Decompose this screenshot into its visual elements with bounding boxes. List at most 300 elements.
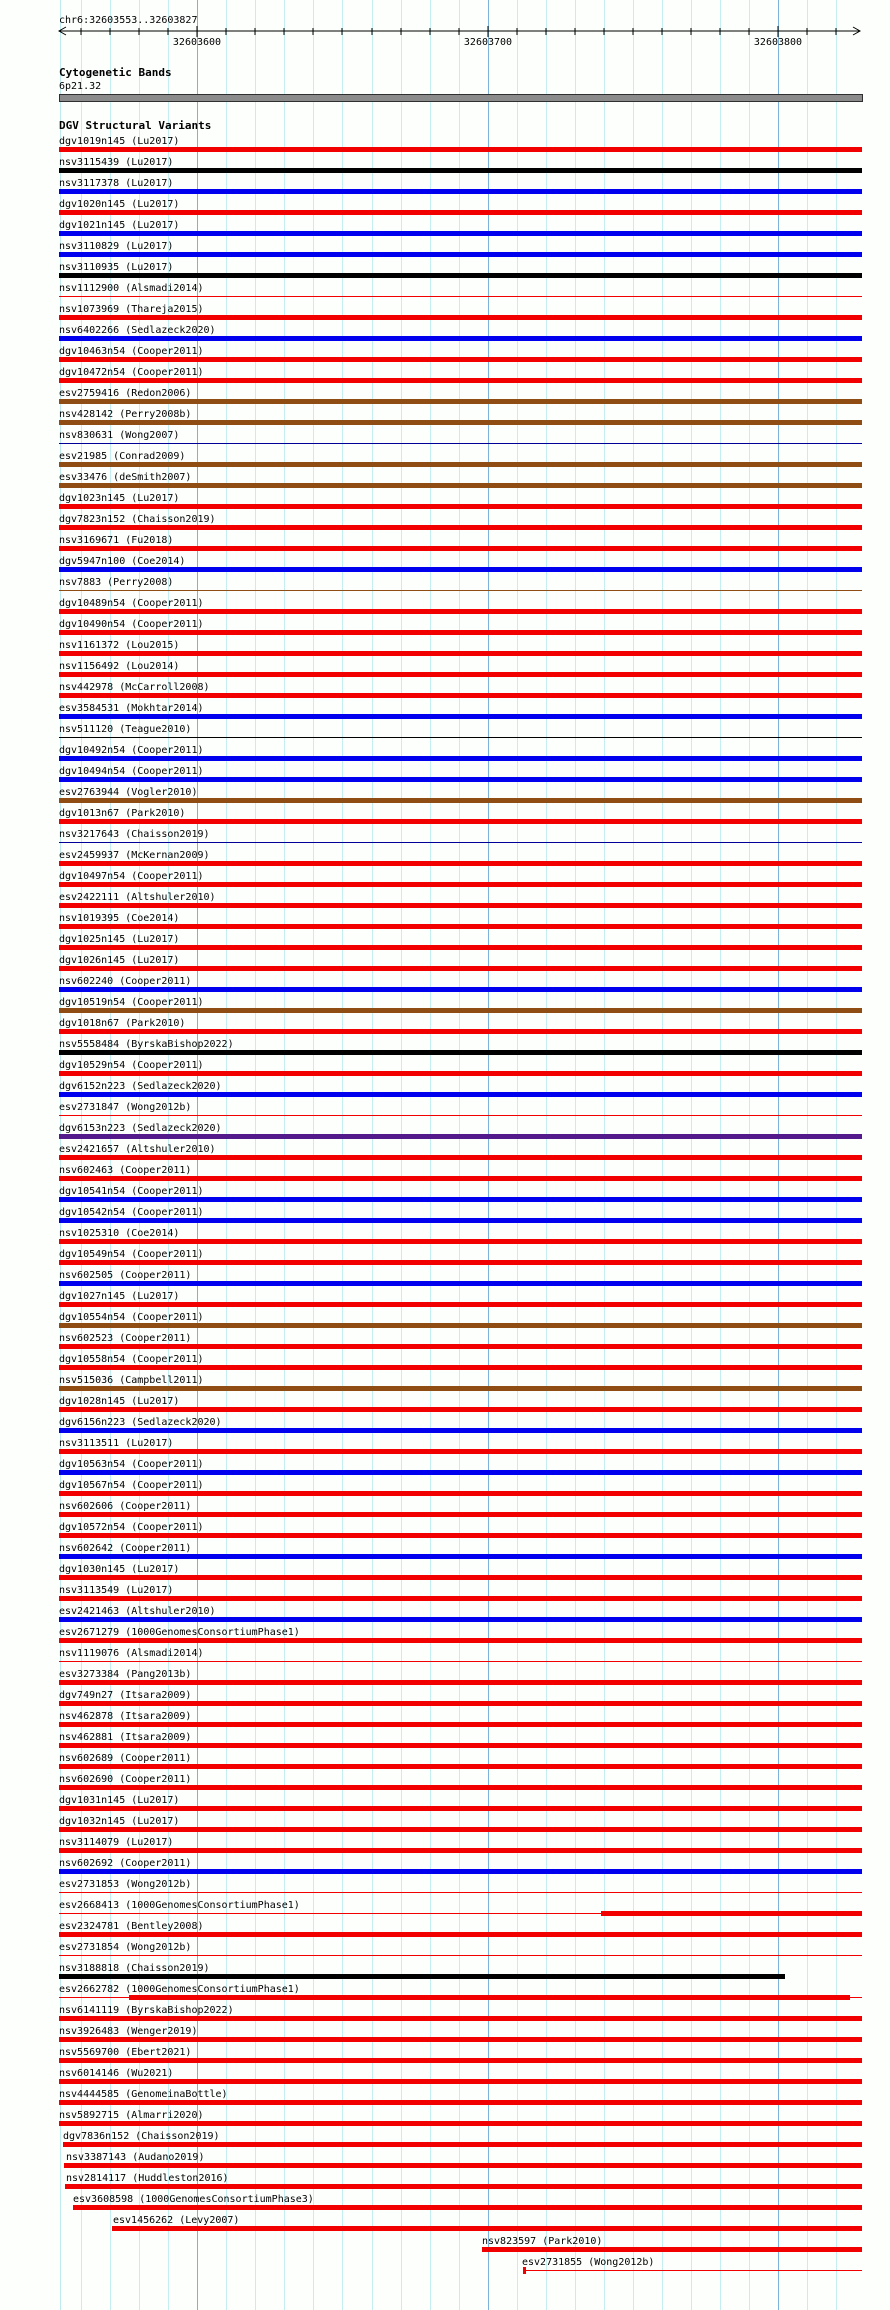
variant-row[interactable] [0,892,890,913]
variant-row[interactable] [0,220,890,241]
variant-row[interactable] [0,1858,890,1879]
variant-bar[interactable] [59,2079,862,2084]
variant-row[interactable] [0,1018,890,1039]
variant-label[interactable]: nsv3926483 (Wenger2019) [59,2026,198,2037]
variant-bar[interactable] [59,1848,862,1853]
variant-bar[interactable] [59,1596,862,1601]
variant-bar[interactable] [65,2184,862,2189]
variant-bar[interactable] [59,1827,862,1832]
variant-row[interactable] [0,1606,890,1627]
variant-label[interactable]: esv3584531 (Mokhtar2014) [59,703,204,714]
variant-row[interactable] [0,2236,890,2257]
variant-row[interactable] [0,241,890,262]
variant-label[interactable]: dgv10492n54 (Cooper2011) [59,745,204,756]
variant-label[interactable]: nsv3114079 (Lu2017) [59,1837,174,1848]
variant-row[interactable] [0,955,890,976]
variant-bar[interactable] [59,1260,862,1265]
variant-bar[interactable] [59,882,862,887]
variant-label[interactable]: nsv5892715 (Almarri2020) [59,2110,204,2121]
variant-bar[interactable] [59,2058,862,2063]
variant-label[interactable]: dgv10563n54 (Cooper2011) [59,1459,204,1470]
variant-bar[interactable] [59,273,862,278]
variant-bar[interactable] [59,1218,862,1223]
variant-label[interactable]: esv2459937 (McKernan2009) [59,850,210,861]
variant-label[interactable]: nsv3117378 (Lu2017) [59,178,174,189]
variant-bar[interactable] [59,1892,862,1893]
variant-label[interactable]: dgv10572n54 (Cooper2011) [59,1522,204,1533]
variant-bar[interactable] [59,609,862,614]
variant-bar[interactable] [59,1281,862,1286]
variant-label[interactable]: nsv1019395 (Coe2014) [59,913,180,924]
variant-bar[interactable] [59,2121,862,2126]
variant-row[interactable] [0,1732,890,1753]
variant-row[interactable] [0,1963,890,1984]
variant-label[interactable]: dgv10549n54 (Cooper2011) [59,1249,204,1260]
variant-label[interactable]: esv2671279 (1000GenomesConsortiumPhase1) [59,1627,300,1638]
variant-row[interactable] [0,1984,890,2005]
variant-bar[interactable] [59,1617,862,1622]
variant-row[interactable] [0,1060,890,1081]
variant-bar[interactable] [59,924,862,929]
variant-row[interactable] [0,598,890,619]
variant-row[interactable] [0,409,890,430]
variant-label[interactable]: dgv1020n145 (Lu2017) [59,199,180,210]
variant-label[interactable]: dgv1031n145 (Lu2017) [59,1795,180,1806]
variant-row[interactable] [0,1564,890,1585]
variant-bar[interactable] [59,2037,862,2042]
variant-bar[interactable] [59,2100,862,2105]
variant-bar[interactable] [59,1302,862,1307]
variant-bar[interactable] [59,1071,862,1076]
variant-label[interactable]: nsv823597 (Park2010) [482,2236,603,2247]
variant-bar[interactable] [59,1722,862,1727]
variant-row[interactable] [0,178,890,199]
variant-bar[interactable] [59,1239,862,1244]
variant-label[interactable]: esv2759416 (Redon2006) [59,388,192,399]
variant-row[interactable] [0,1816,890,1837]
variant-bar[interactable] [59,1344,862,1349]
variant-bar[interactable] [59,1008,862,1013]
variant-row[interactable] [0,913,890,934]
variant-bar[interactable] [59,1365,862,1370]
variant-bar[interactable] [59,296,862,297]
variant-row[interactable] [0,1774,890,1795]
variant-row[interactable] [0,850,890,871]
variant-row[interactable] [0,2068,890,2089]
variant-row[interactable] [0,556,890,577]
variant-row[interactable] [0,1249,890,1270]
variant-label[interactable]: dgv1019n145 (Lu2017) [59,136,180,147]
variant-label[interactable]: nsv602463 (Cooper2011) [59,1165,192,1176]
variant-bar[interactable] [59,819,862,824]
variant-row[interactable] [0,1921,890,1942]
variant-bar[interactable] [59,590,862,591]
variant-row[interactable] [0,976,890,997]
variant-row[interactable] [0,1900,890,1921]
variant-label[interactable]: dgv1013n67 (Park2010) [59,808,186,819]
variant-row[interactable] [0,766,890,787]
variant-bar[interactable] [59,315,862,320]
variant-label[interactable]: esv2668413 (1000GenomesConsortiumPhase1) [59,1900,300,1911]
variant-row[interactable] [0,472,890,493]
variant-label[interactable]: nsv1161372 (Lou2015) [59,640,180,651]
variant-label[interactable]: nsv602690 (Cooper2011) [59,1774,192,1785]
variant-row[interactable] [0,388,890,409]
variant-row[interactable] [0,997,890,1018]
variant-bar[interactable] [59,168,862,173]
variant-bar[interactable] [59,378,862,383]
variant-bar[interactable] [59,1407,862,1412]
variant-label[interactable]: nsv511120 (Teague2010) [59,724,192,735]
variant-row[interactable] [0,1375,890,1396]
variant-label[interactable]: nsv462878 (Itsara2009) [59,1711,192,1722]
variant-label[interactable]: dgv10554n54 (Cooper2011) [59,1312,204,1323]
variant-label[interactable]: nsv602606 (Cooper2011) [59,1501,192,1512]
variant-row[interactable] [0,2026,890,2047]
variant-row[interactable] [0,304,890,325]
variant-bar[interactable] [59,1638,862,1643]
variant-bar[interactable] [59,252,862,257]
variant-label[interactable]: dgv10489n54 (Cooper2011) [59,598,204,609]
variant-label[interactable]: nsv4444585 (GenomeinaBottle) [59,2089,228,2100]
variant-row[interactable] [0,199,890,220]
variant-bar[interactable] [59,1428,862,1433]
variant-bar[interactable] [59,546,862,551]
variant-bar[interactable] [59,1575,862,1580]
variant-label[interactable]: dgv1026n145 (Lu2017) [59,955,180,966]
variant-row[interactable] [0,136,890,157]
variant-bar[interactable] [59,1533,862,1538]
variant-label[interactable]: esv2421463 (Altshuler2010) [59,1606,216,1617]
variant-label[interactable]: nsv602642 (Cooper2011) [59,1543,192,1554]
variant-row[interactable] [0,430,890,451]
variant-bar[interactable] [59,1491,862,1496]
variant-bar[interactable] [59,1155,862,1160]
variant-bar[interactable] [59,1115,862,1116]
variant-bar[interactable] [59,1743,862,1748]
variant-row[interactable] [0,787,890,808]
variant-label[interactable]: dgv10541n54 (Cooper2011) [59,1186,204,1197]
variant-label[interactable]: esv2422111 (Altshuler2010) [59,892,216,903]
variant-label[interactable]: esv2662782 (1000GenomesConsortiumPhase1) [59,1984,300,1995]
variant-bar[interactable] [59,1176,862,1181]
variant-row[interactable] [0,1354,890,1375]
variant-bar[interactable] [59,1661,862,1662]
variant-row[interactable] [0,1291,890,1312]
variant-label[interactable]: dgv10463n54 (Cooper2011) [59,346,204,357]
variant-row[interactable] [0,1585,890,1606]
variant-label[interactable]: dgv1021n145 (Lu2017) [59,220,180,231]
variant-bar[interactable] [59,1913,601,1914]
variant-bar[interactable] [59,525,862,530]
variant-bar[interactable] [129,1995,850,2000]
variant-bar[interactable] [59,231,862,236]
variant-row[interactable] [0,1480,890,1501]
variant-row[interactable] [0,1669,890,1690]
variant-bar[interactable] [59,651,862,656]
variant-label[interactable]: nsv1112900 (Alsmadi2014) [59,283,204,294]
variant-label[interactable]: esv2731854 (Wong2012b) [59,1942,192,1953]
variant-bar[interactable] [59,693,862,698]
variant-label[interactable]: nsv442978 (McCarroll2008) [59,682,210,693]
variant-bar[interactable] [59,2016,862,2021]
variant-bar[interactable] [59,1554,862,1559]
variant-row[interactable] [0,346,890,367]
variant-bar[interactable] [59,672,862,677]
variant-row[interactable] [0,1333,890,1354]
variant-label[interactable]: dgv1030n145 (Lu2017) [59,1564,180,1575]
variant-bar[interactable] [59,483,862,488]
variant-label[interactable]: nsv1119076 (Alsmadi2014) [59,1648,204,1659]
variant-label[interactable]: dgv6152n223 (Sedlazeck2020) [59,1081,222,1092]
variant-row[interactable] [0,745,890,766]
variant-row[interactable] [0,1312,890,1333]
variant-row[interactable] [0,367,890,388]
variant-label[interactable]: dgv10567n54 (Cooper2011) [59,1480,204,1491]
variant-label[interactable]: dgv1023n145 (Lu2017) [59,493,180,504]
variant-bar[interactable] [59,189,862,194]
variant-row[interactable] [0,1039,890,1060]
variant-bar[interactable] [59,945,862,950]
variant-label[interactable]: nsv1073969 (Thareja2015) [59,304,204,315]
variant-row[interactable] [0,1270,890,1291]
variant-bar[interactable] [59,210,862,215]
variant-row[interactable] [0,724,890,745]
variant-row[interactable] [0,1417,890,1438]
variant-row[interactable] [0,1627,890,1648]
variant-label[interactable]: dgv10472n54 (Cooper2011) [59,367,204,378]
variant-row[interactable] [0,1543,890,1564]
variant-bar[interactable] [59,1512,862,1517]
variant-bar[interactable] [59,777,862,782]
variant-row[interactable] [0,1522,890,1543]
variant-row[interactable] [0,661,890,682]
variant-label[interactable]: nsv2814117 (Huddleston2016) [66,2173,229,2184]
variant-label[interactable]: nsv3188818 (Chaisson2019) [59,1963,210,1974]
variant-row[interactable] [0,2215,890,2236]
variant-label[interactable]: esv2731855 (Wong2012b) [522,2257,655,2268]
variant-row[interactable] [0,1228,890,1249]
variant-row[interactable] [0,1396,890,1417]
variant-label[interactable]: dgv10558n54 (Cooper2011) [59,1354,204,1365]
variant-row[interactable] [0,1081,890,1102]
variant-bar[interactable] [64,2163,862,2168]
variant-bar[interactable] [482,2247,862,2252]
variant-bar[interactable] [59,147,862,152]
variant-bar[interactable] [59,1449,862,1454]
variant-label[interactable]: dgv10490n54 (Cooper2011) [59,619,204,630]
variant-row[interactable] [0,2047,890,2068]
variant-bar[interactable] [59,1680,862,1685]
variant-label[interactable]: dgv1025n145 (Lu2017) [59,934,180,945]
variant-row[interactable] [0,1207,890,1228]
variant-row[interactable] [0,493,890,514]
variant-label[interactable]: dgv7823n152 (Chaisson2019) [59,514,216,525]
variant-label[interactable]: esv2731853 (Wong2012b) [59,1879,192,1890]
variant-bar[interactable] [59,1974,785,1979]
variant-label[interactable]: dgv1032n145 (Lu2017) [59,1816,180,1827]
variant-bar[interactable] [59,1806,862,1811]
variant-bar[interactable] [59,443,862,444]
variant-row[interactable] [0,1648,890,1669]
variant-label[interactable]: dgv749n27 (Itsara2009) [59,1690,192,1701]
variant-label[interactable]: nsv602505 (Cooper2011) [59,1270,192,1281]
variant-label[interactable]: nsv6402266 (Sedlazeck2020) [59,325,216,336]
variant-row[interactable] [0,934,890,955]
variant-bar[interactable] [73,2205,862,2210]
variant-label[interactable]: nsv6014146 (Wu2021) [59,2068,174,2079]
variant-label[interactable]: nsv602689 (Cooper2011) [59,1753,192,1764]
variant-label[interactable]: nsv830631 (Wong2007) [59,430,180,441]
variant-row[interactable] [0,325,890,346]
variant-row[interactable] [0,2257,890,2278]
variant-row[interactable] [0,1123,890,1144]
variant-label[interactable]: dgv10542n54 (Cooper2011) [59,1207,204,1218]
variant-label[interactable]: nsv515036 (Campbell2011) [59,1375,204,1386]
variant-row[interactable] [0,2089,890,2110]
variant-label[interactable]: dgv7836n152 (Chaisson2019) [63,2131,220,2142]
variant-label[interactable]: dgv10519n54 (Cooper2011) [59,997,204,1008]
variant-label[interactable]: nsv3387143 (Audano2019) [66,2152,205,2163]
variant-label[interactable]: nsv3217643 (Chaisson2019) [59,829,210,840]
variant-row[interactable] [0,2173,890,2194]
variant-row[interactable] [0,1165,890,1186]
variant-bar[interactable] [59,714,862,719]
variant-label[interactable]: dgv10529n54 (Cooper2011) [59,1060,204,1071]
variant-bar[interactable] [59,567,862,572]
variant-bar[interactable] [63,2142,862,2147]
variant-label[interactable]: nsv3110829 (Lu2017) [59,241,174,252]
variant-bar[interactable] [59,737,862,738]
variant-row[interactable] [0,451,890,472]
variant-label[interactable]: nsv3113511 (Lu2017) [59,1438,174,1449]
variant-label[interactable]: esv1456262 (Levy2007) [113,2215,240,2226]
variant-bar[interactable] [59,1955,862,1956]
variant-bar[interactable] [59,420,862,425]
variant-label[interactable]: esv33476 (deSmith2007) [59,472,192,483]
variant-label[interactable]: nsv602240 (Cooper2011) [59,976,192,987]
variant-row[interactable] [0,829,890,850]
cytogenetic-band-bar[interactable] [59,94,863,102]
variant-label[interactable]: nsv3113549 (Lu2017) [59,1585,174,1596]
variant-row[interactable] [0,262,890,283]
variant-label[interactable]: nsv1156492 (Lou2014) [59,661,180,672]
variant-row[interactable] [0,1459,890,1480]
variant-label[interactable]: nsv428142 (Perry2008b) [59,409,192,420]
variant-row[interactable] [0,1438,890,1459]
variant-bar[interactable] [59,1029,862,1034]
variant-label[interactable]: nsv3169671 (Fu2018) [59,535,174,546]
variant-row[interactable] [0,2194,890,2215]
variant-bar[interactable] [59,1869,862,1874]
variant-label[interactable]: dgv1027n145 (Lu2017) [59,1291,180,1302]
variant-bar[interactable] [59,842,862,843]
variant-row[interactable] [0,283,890,304]
variant-bar[interactable] [59,903,862,908]
variant-bar[interactable] [59,462,862,467]
variant-row[interactable] [0,1879,890,1900]
variant-row[interactable] [0,1711,890,1732]
variant-bar[interactable] [59,1932,862,1937]
variant-bar[interactable] [59,1701,862,1706]
variant-label[interactable]: esv3273384 (Pang2013b) [59,1669,192,1680]
variant-label[interactable]: dgv10497n54 (Cooper2011) [59,871,204,882]
variant-row[interactable] [0,514,890,535]
variant-bar[interactable] [59,1764,862,1769]
variant-bar[interactable] [59,1323,862,1328]
variant-row[interactable] [0,2110,890,2131]
variant-label[interactable]: dgv6156n223 (Sedlazeck2020) [59,1417,222,1428]
variant-row[interactable] [0,703,890,724]
variant-row[interactable] [0,1186,890,1207]
variant-row[interactable] [0,1501,890,1522]
variant-label[interactable]: nsv1025310 (Coe2014) [59,1228,180,1239]
variant-label[interactable]: nsv3110935 (Lu2017) [59,262,174,273]
variant-row[interactable] [0,2152,890,2173]
variant-label[interactable]: nsv7883 (Perry2008) [59,577,174,588]
variant-bar[interactable] [59,1386,862,1391]
variant-label[interactable]: esv21985 (Conrad2009) [59,451,186,462]
variant-bar[interactable] [59,987,862,992]
variant-label[interactable]: esv2324781 (Bentley2008) [59,1921,204,1932]
variant-bar[interactable] [523,2270,862,2271]
variant-row[interactable] [0,1690,890,1711]
variant-label[interactable]: esv3608598 (1000GenomesConsortiumPhase3) [73,2194,314,2205]
variant-bar[interactable] [59,1470,862,1475]
variant-bar[interactable] [59,1197,862,1202]
variant-bar[interactable] [59,861,862,866]
variant-label[interactable]: nsv602692 (Cooper2011) [59,1858,192,1869]
variant-row[interactable] [0,1837,890,1858]
variant-bar[interactable] [59,1092,862,1097]
variant-label[interactable]: dgv10494n54 (Cooper2011) [59,766,204,777]
variant-label[interactable]: dgv1018n67 (Park2010) [59,1018,186,1029]
variant-row[interactable] [0,682,890,703]
variant-label[interactable]: esv2731847 (Wong2012b) [59,1102,192,1113]
variant-row[interactable] [0,2131,890,2152]
variant-bar[interactable] [59,504,862,509]
variant-row[interactable] [0,871,890,892]
variant-bar[interactable] [59,399,862,404]
variant-label[interactable]: nsv3115439 (Lu2017) [59,157,174,168]
variant-row[interactable] [0,808,890,829]
variant-label[interactable]: nsv602523 (Cooper2011) [59,1333,192,1344]
variant-row[interactable] [0,1102,890,1123]
variant-label[interactable]: nsv5569700 (Ebert2021) [59,2047,192,2058]
variant-label[interactable]: nsv6141119 (ByrskaBishop2022) [59,2005,234,2016]
variant-row[interactable] [0,619,890,640]
variant-label[interactable]: dgv6153n223 (Sedlazeck2020) [59,1123,222,1134]
variant-row[interactable] [0,2005,890,2026]
variant-bar[interactable] [112,2226,862,2231]
variant-row[interactable] [0,1144,890,1165]
variant-row[interactable] [0,535,890,556]
variant-row[interactable] [0,577,890,598]
variant-bar[interactable] [59,357,862,362]
variant-row[interactable] [0,640,890,661]
variant-bar[interactable] [59,336,862,341]
variant-bar[interactable] [59,630,862,635]
variant-bar[interactable] [59,798,862,803]
variant-row[interactable] [0,1795,890,1816]
variant-label[interactable]: dgv5947n100 (Coe2014) [59,556,186,567]
variant-label[interactable]: esv2763944 (Vogler2010) [59,787,198,798]
variant-row[interactable] [0,1753,890,1774]
variant-row[interactable] [0,157,890,178]
variant-label[interactable]: esv2421657 (Altshuler2010) [59,1144,216,1155]
variant-bar[interactable] [59,1785,862,1790]
variant-bar[interactable] [59,1050,862,1055]
